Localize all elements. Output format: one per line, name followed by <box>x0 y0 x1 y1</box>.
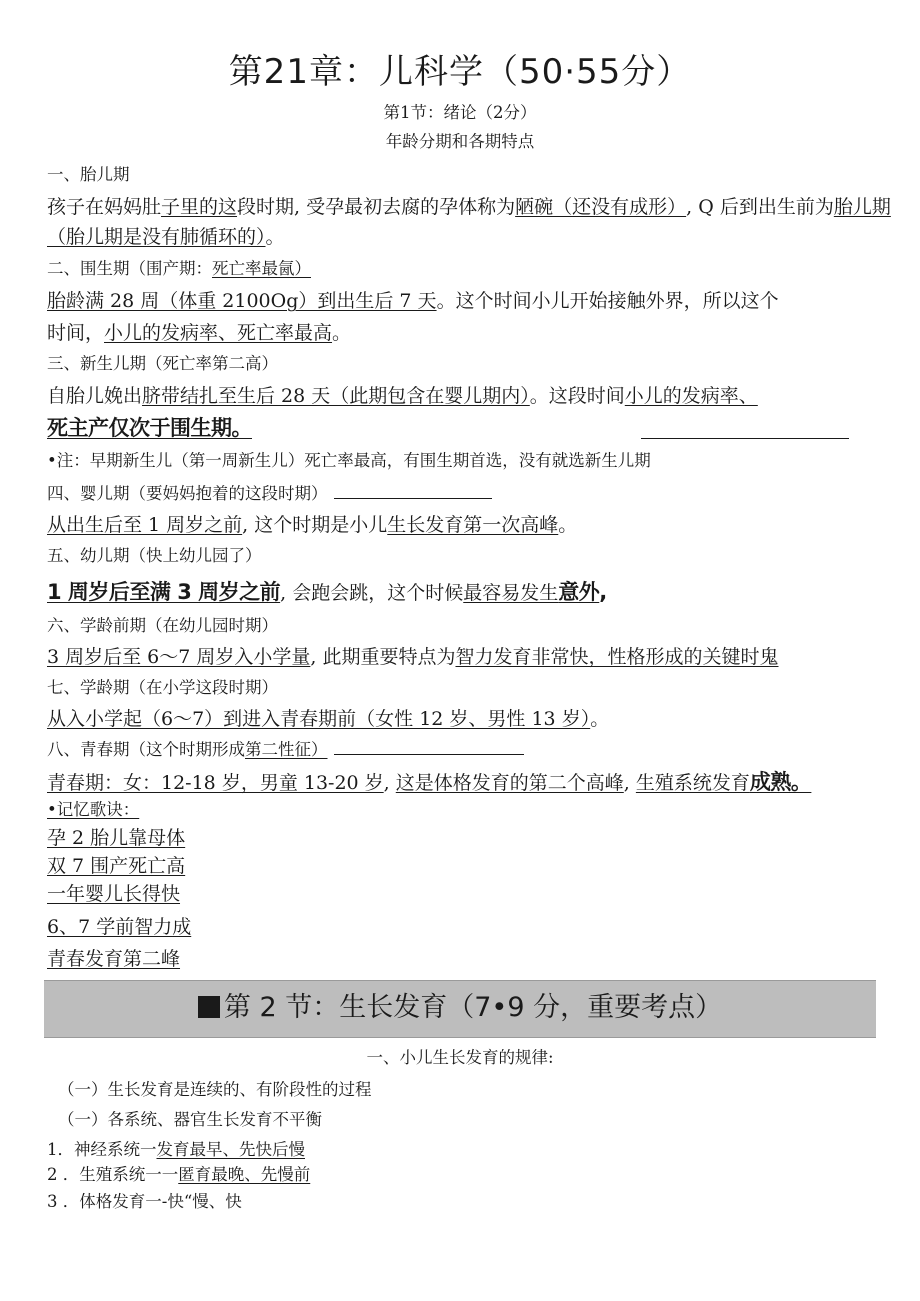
text: 死主产仅次于围生期。 <box>47 416 252 440</box>
text: 1．神经系统一 <box>47 1140 157 1159</box>
growth-rules-heading: 一、小儿生长发育的规律: <box>366 1048 554 1067</box>
text: 子里的这 <box>161 196 238 218</box>
neonatal-period-heading: 三、新生儿期（死亡率第二高） <box>47 354 278 373</box>
neonatal-period-line-2 <box>47 414 252 442</box>
mnemonic-line: 一年婴儿长得快 <box>47 883 181 905</box>
mnemonic-heading <box>47 799 139 821</box>
text: , 此期重要特点为 <box>310 646 456 668</box>
text: 第二性征） <box>245 740 328 759</box>
text: 3 周岁后至 6～7 周岁入小学量 <box>47 646 311 668</box>
mnemonic-line: 青春发育第二峰 <box>47 948 181 970</box>
text: 从出生后至 1 周岁之前 <box>47 514 243 536</box>
text: 胎儿期 <box>833 196 891 218</box>
text: , Q 后到出生前为 <box>686 196 834 218</box>
mnemonic-line: 孕 2 胎儿靠母体 <box>47 827 186 849</box>
fill-in-blank-line <box>334 482 492 499</box>
perinatal-period-line-1 <box>47 288 779 314</box>
fill-in-blank-line <box>334 738 524 755</box>
toddler-heading: 五、幼儿期（快上幼儿园了） <box>47 546 262 565</box>
fetal-period-heading: 一、胎儿期 <box>47 165 130 184</box>
section-1-subheading: 年龄分期和各期特点 <box>385 132 535 151</box>
mnemonic-line: 6、7 学前智力成 <box>47 916 192 938</box>
text: , <box>623 772 636 794</box>
text: , <box>599 580 607 604</box>
text: 智力发育非常快，性格形成的关键时鬼 <box>455 646 779 668</box>
text: 1 周岁后至满 3 周岁之前 <box>47 580 281 604</box>
preschool-line-1 <box>47 644 779 670</box>
adolescence-line-1 <box>47 768 811 796</box>
text: 成熟。 <box>749 770 812 794</box>
text: 八、青春期（这个时期形成 <box>47 740 245 759</box>
fetal-period-line-2 <box>47 224 285 250</box>
text: 胎龄满 28 周（体重 2100Og）到出生后 7 天 <box>47 290 437 312</box>
perinatal-period-heading <box>47 258 311 280</box>
text: 四、婴儿期（要妈妈抱着的这段时期） <box>47 484 328 503</box>
neonatal-period-line-1 <box>47 383 758 409</box>
text: 从入小学起（6～7）到进入青春期前（女性 12 岁、男性 13 岁） <box>47 708 591 730</box>
text: 死亡率最氤） <box>212 259 311 278</box>
text: 二、围生期（围产期： <box>47 259 212 278</box>
text: , 会跑会跳，这个时候 <box>280 582 464 604</box>
mnemonic-line: 双 7 围产死亡高 <box>47 855 186 877</box>
text: 。 <box>558 514 578 536</box>
school-age-heading: 七、学龄期（在小学这段时期） <box>47 678 278 697</box>
text: 生长发育第一次高峰 <box>387 514 559 536</box>
text: 小儿的发病率、死亡率最高 <box>104 322 333 344</box>
infancy-line-1 <box>47 512 577 538</box>
text: 自胎儿娩出 <box>47 385 143 407</box>
neonatal-note: •注：早期新生儿（第一周新生儿）死亡率最高，有围生期首选，没有就选新生儿期 <box>47 451 651 470</box>
text: 脐带结扎至生后 28 天（此期包含在婴儿期内） <box>142 385 530 407</box>
text: 匿育最晚、先慢前 <box>178 1165 311 1184</box>
text: 生殖系统发育 <box>635 772 750 794</box>
text: 意外 <box>558 580 600 604</box>
adolescence-heading <box>47 738 524 761</box>
toddler-line-1 <box>47 578 607 606</box>
section-2-title <box>44 991 876 1025</box>
text: •记忆歌诀： <box>47 800 140 819</box>
text: 青春期：女：12-18 岁，男童 13-20 岁 <box>47 772 384 794</box>
infancy-heading <box>47 482 492 505</box>
preschool-heading: 六、学龄前期（在幼儿园时期） <box>47 616 278 635</box>
text: （胎儿期是没有肺循环的） <box>47 226 266 248</box>
text: 第 2 节：生长发育（7•9 分，重要考点） <box>223 992 723 1023</box>
text: , <box>383 772 396 794</box>
text: 2 ．生殖系统一一 <box>47 1165 179 1184</box>
perinatal-period-line-2 <box>47 320 351 346</box>
text: 小儿的发病率、 <box>624 385 758 407</box>
text: 孩子在妈妈肚 <box>47 196 162 218</box>
fetal-period-line-1 <box>47 194 891 220</box>
text: 时间， <box>47 322 105 344</box>
text: 这是体格发育的第二个高峰 <box>395 772 624 794</box>
text: 。 <box>265 226 285 248</box>
text: 最容易发生 <box>463 582 559 604</box>
text: 。这段时间 <box>529 385 625 407</box>
growth-rule-a: （一）生长发育是连续的、有阶段性的过程 <box>58 1080 372 1099</box>
text: 发育最早、先快后慢 <box>156 1140 305 1159</box>
black-square-icon <box>198 996 220 1018</box>
text: , 这个时期是小儿 <box>242 514 388 536</box>
growth-rule-b: （一）各系统、器官生长发育不平衡 <box>58 1110 322 1129</box>
text: 陋碗（还没有成形） <box>515 196 687 218</box>
chapter-title: 第21章：儿科学（50·55分） <box>228 52 692 92</box>
growth-item-3: 3 ．体格发育一-快“慢、快 <box>47 1192 242 1211</box>
text: 。 <box>332 322 352 344</box>
text: 段时期, 受孕最初去腐的孕体称为 <box>237 196 516 218</box>
section-1-heading: 第1节：绪论（2分） <box>383 103 537 122</box>
school-age-line-1 <box>47 706 609 732</box>
text: 。这个时间小儿开始接触外界，所以这个 <box>436 290 779 312</box>
growth-item-1 <box>47 1139 305 1161</box>
fill-in-blank-line <box>641 438 849 439</box>
section-2-banner <box>44 980 876 1038</box>
text: 。 <box>590 708 610 730</box>
growth-item-2 <box>47 1164 310 1186</box>
